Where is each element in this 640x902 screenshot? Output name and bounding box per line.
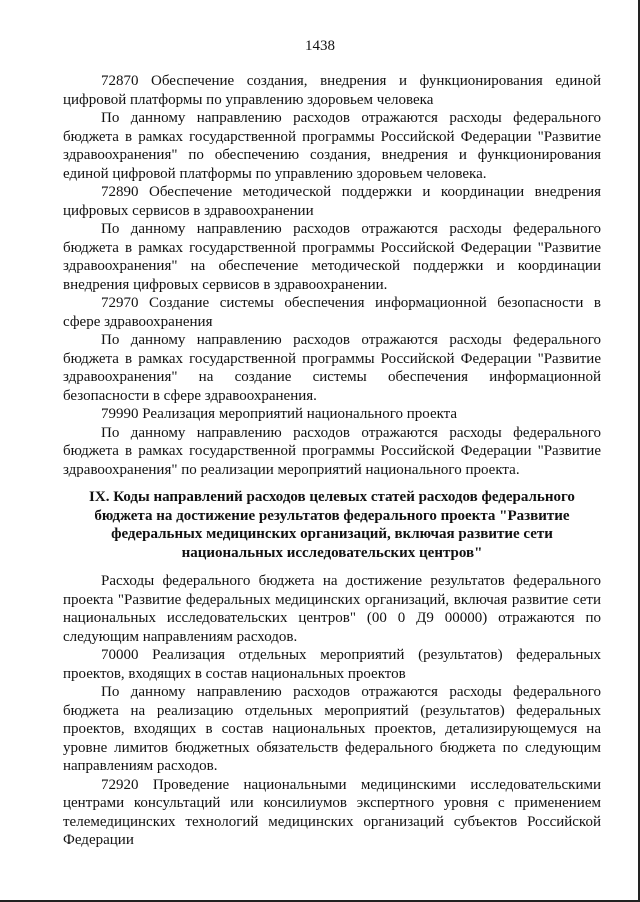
paragraph-code-72970: 72970 Создание системы обеспечения информационной безопасности в сфере здравоохранения [63, 295, 601, 330]
paragraph-code-72870: 72870 Обеспечение создания, внедрения и функционирования единой цифровой платформы по управлению здоровьем человека [63, 73, 601, 108]
paragraph-description: По данному направлению расходов отражаются расходы федерального бюджета в рамках государственной программы Российской Федерации "Развитие здравоохранения" по обеспечению создания, внедрения и функционирования единой цифровой платформы по управлению здоровьем человека. [63, 110, 601, 182]
page-number: 1438 [305, 38, 335, 54]
text-block-bottom [63, 572, 601, 850]
paragraph-description: По данному направлению расходов отражаются расходы федерального бюджета в рамках государственной программы Российской Федерации "Развитие здравоохранения" по реализации мероприятий национального проекта. [63, 424, 601, 478]
paragraph-code-72890: 72890 Обеспечение методической поддержки и координации внедрения цифровых сервисов в здравоохранении [63, 184, 601, 219]
text-block-top [63, 72, 601, 479]
paragraph-description: По данному направлению расходов отражаются расходы федерального бюджета в рамках государственной программы Российской Федерации "Развитие здравоохранения" на обеспечение методической поддержки и координации внедрения цифровых сервисов в здравоохранении. [63, 221, 601, 293]
section-heading: IX. Коды направлений расходов целевых статей расходов федерального бюджета на достижение результатов федерального проекта "Развитие федеральных медицинских организаций, включая развитие сети национальных исследовательских центров" [89, 489, 575, 561]
paragraph-code-79990: 79990 Реализация мероприятий национального проекта [101, 406, 458, 422]
paragraph-code-72920: 72920 Проведение национальными медицинскими исследовательскими центрами консультаций или консилиумов экспертного уровня с применением телемедицинских технологий медицинских организаций субъектов Российской Федерации [63, 776, 601, 848]
paragraph-description: По данному направлению расходов отражаются расходы федерального бюджета на реализацию отдельных мероприятий (результатов) федеральных проектов, входящих в состав национальных проектов, детализирующемуся на уровне лимитов бюджетных обязательств федерального бюджета по следующим направлениям расходов. [63, 684, 601, 774]
paragraph-code-70000: 70000 Реализация отдельных мероприятий (результатов) федеральных проектов, входящих в состав национальных проектов [63, 647, 601, 682]
paragraph-description: По данному направлению расходов отражаются расходы федерального бюджета в рамках государственной программы Российской Федерации "Развитие здравоохранения" на создание системы обеспечения информационной безопасности в сфере здравоохранения. [63, 332, 601, 404]
paragraph-intro: Расходы федерального бюджета на достижение результатов федерального проекта "Развитие федеральных медицинских организаций, включая развитие сети национальных исследовательских центров" (00 0 Д9 00000) отражаются по следующим направлениям расходов. [63, 573, 601, 645]
